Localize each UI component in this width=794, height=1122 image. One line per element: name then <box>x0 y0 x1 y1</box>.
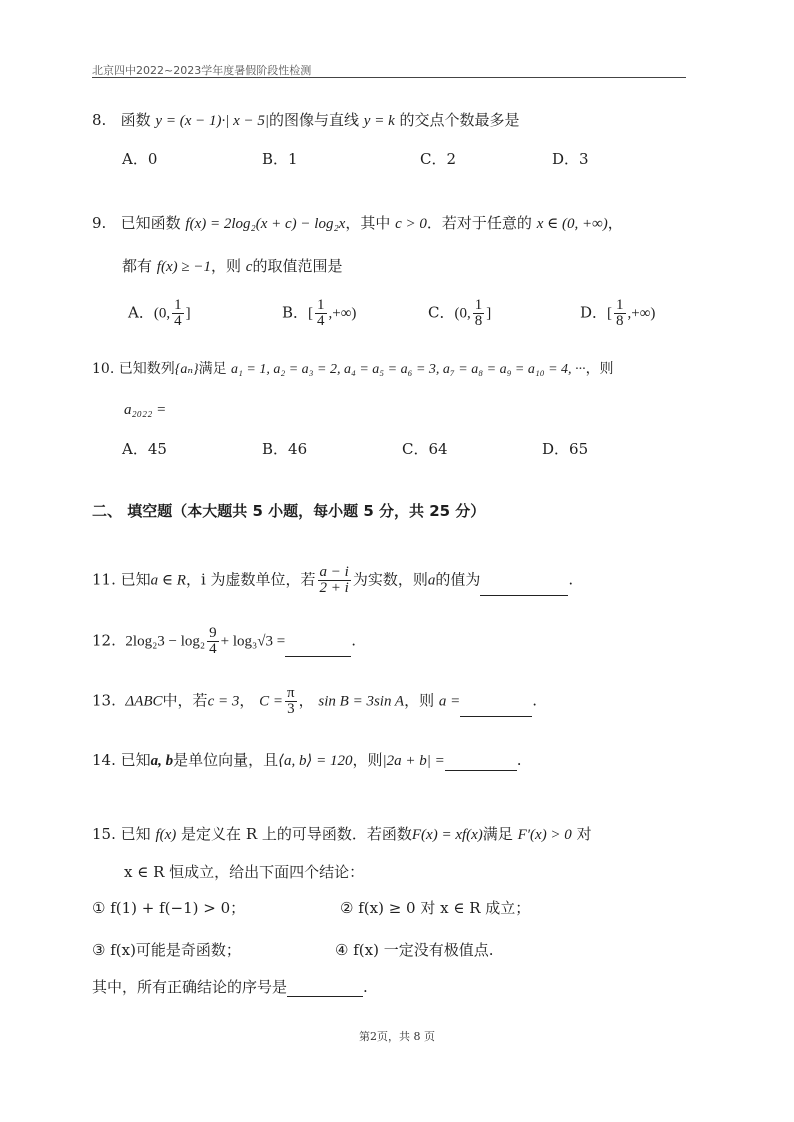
question-text: 满足 <box>482 825 513 843</box>
fraction <box>473 298 485 329</box>
inequality: f(x) ≥ −1 <box>156 259 211 275</box>
question-text: 是定义在 R 上的可导函数．若函数 <box>181 825 412 843</box>
option-text: (0, <box>153 305 171 322</box>
option-label: B． <box>282 303 309 322</box>
variable-c: c <box>245 259 253 275</box>
punctuation: . <box>363 978 368 996</box>
function-f: f(x) <box>155 827 177 843</box>
option-text: ,+∞) <box>328 305 357 322</box>
option-d <box>580 298 655 329</box>
conclusion-3: ③ f(x)可能是奇函数； <box>92 941 241 959</box>
conclusion-1: ① f(1) + f(−1) > 0； <box>92 899 246 917</box>
question-15-final <box>92 977 368 997</box>
option-b: B．46 <box>262 440 308 458</box>
condition: c = 3 <box>207 693 240 710</box>
question-text: 满足 <box>198 361 227 377</box>
option-c: C．2 <box>420 150 457 168</box>
punctuation: . <box>532 691 538 710</box>
option-a: A．45 <box>122 440 167 458</box>
option-b: B．1 <box>262 150 298 168</box>
question-number: 13. <box>92 691 116 710</box>
answer-blank[interactable] <box>287 980 363 997</box>
question-number: 8. <box>92 111 107 129</box>
option-text: ,+∞) <box>627 305 656 322</box>
question-12 <box>92 626 356 657</box>
denominator: 8 <box>616 313 624 329</box>
question-9-line-2 <box>122 256 342 277</box>
angle-expression: ⟨a, b⟩ = 120 <box>278 753 353 769</box>
condition: a ∈ R <box>150 572 186 589</box>
question-number: 15. <box>92 825 116 843</box>
punctuation: . <box>351 631 357 650</box>
question-text: 已知 <box>120 751 151 769</box>
answer-blank[interactable] <box>445 754 517 771</box>
question-text: 的图像与直线 <box>269 111 360 129</box>
question-text: ，i 为虚数单位，若 <box>185 570 316 589</box>
question-text: 中，若 <box>162 691 208 710</box>
answer-blank[interactable] <box>285 640 351 657</box>
fraction <box>172 298 184 329</box>
question-number: 9. <box>92 214 107 232</box>
punctuation: ， <box>298 691 314 710</box>
option-a <box>128 298 191 329</box>
option-label: D． <box>580 303 608 322</box>
conclusion-4: ④ f(x) 一定没有极值点. <box>335 941 494 959</box>
question-text: 都有 <box>122 257 153 275</box>
fraction <box>318 565 351 596</box>
line-expression: y = k <box>363 113 395 129</box>
numerator: 1 <box>174 297 182 313</box>
section-title: 二、 填空题（本大题共 5 小题，每小题 5 分，共 25 分） <box>92 502 486 520</box>
punctuation: ， <box>607 214 623 232</box>
triangle: ΔABC <box>125 693 163 710</box>
question-text: ，则 <box>352 751 383 769</box>
question-text: 其中，所有正确结论的序号是 <box>92 978 288 996</box>
denominator: 4 <box>174 313 182 329</box>
denominator: 4 <box>209 641 217 657</box>
question-text: 是单位向量，且 <box>173 751 279 769</box>
punctuation: ， <box>239 691 255 710</box>
option-text: ] <box>486 305 492 322</box>
question-text: 已知函数 <box>120 214 181 232</box>
sequence: {aₙ} <box>174 362 199 377</box>
question-9 <box>92 213 623 234</box>
answer-blank[interactable] <box>480 579 568 596</box>
condition: c > 0 <box>395 216 427 232</box>
numerator: 9 <box>209 625 217 641</box>
question-number: 14. <box>92 751 116 769</box>
question-text: ．若对于任意的 <box>426 214 532 232</box>
conclusion-2: ② f(x) ≥ 0 对 x ∈ R 成立； <box>340 899 531 917</box>
fraction <box>207 626 219 657</box>
option-c <box>428 298 491 329</box>
question-text: 的取值范围是 <box>252 257 343 275</box>
numerator: π <box>287 685 295 701</box>
question-number: 12. <box>92 631 116 650</box>
denominator: 3 <box>285 701 297 717</box>
question-15-line-2: x ∈ R 恒成立，给出下面四个结论： <box>124 863 365 881</box>
question-text: ，则 <box>404 691 435 710</box>
expression: + log₃√3 = <box>220 633 286 650</box>
denominator: 2 + i <box>319 580 349 596</box>
fraction <box>614 298 626 329</box>
question-14 <box>92 750 522 771</box>
punctuation: . <box>568 570 574 589</box>
option-label: C． <box>428 303 455 322</box>
punctuation: . <box>516 751 522 769</box>
option-d: D．3 <box>552 150 589 168</box>
derivative-condition: F′(x) > 0 <box>517 827 572 843</box>
page-header: 北京四中2022~2023学年度暑假阶段性检测 <box>92 62 686 78</box>
option-a: A．0 <box>122 150 158 168</box>
sequence-condition: a₁ = 1, a₂ = a₃ = 2, a₄ = a₅ = a₆ = 3, a₇ = a₈ = a₉ = a₁₀ = 4, ··· <box>231 362 586 377</box>
question-text: 已知数列 <box>118 361 175 377</box>
question-text: 为实数，则 <box>352 570 428 589</box>
option-text: [ <box>607 305 613 322</box>
expression: 2log₂3 − log₂ <box>125 633 206 650</box>
numerator: 1 <box>317 297 325 313</box>
denominator: 8 <box>474 313 483 329</box>
question-13 <box>92 686 537 717</box>
variable-a: a = <box>438 693 461 710</box>
option-b <box>282 298 356 329</box>
question-text: ，其中 <box>345 214 391 232</box>
sine-relation: sin B = 3sin A <box>318 693 405 710</box>
option-text: [ <box>308 305 314 322</box>
answer-blank[interactable] <box>460 700 532 717</box>
norm-expression: |2a + b| = <box>382 753 445 769</box>
question-15 <box>92 824 592 845</box>
function-F: F(x) = xf(x) <box>411 827 483 843</box>
question-text: 已知 <box>120 570 151 589</box>
option-text: (0, <box>454 305 471 322</box>
angle-c: C = <box>259 693 284 710</box>
fraction <box>315 298 327 329</box>
option-d: D．65 <box>542 440 589 458</box>
question-text: 的交点个数最多是 <box>399 111 520 129</box>
numerator: 1 <box>474 297 483 313</box>
vectors: a, b <box>150 753 174 769</box>
question-text: 已知 <box>120 825 151 843</box>
variable-a: a <box>427 572 436 589</box>
question-text: 函数 <box>120 111 151 129</box>
function-expression: f(x) = 2log₂(x + c) − log₂x <box>185 216 346 232</box>
question-number: 11. <box>92 570 116 589</box>
question-11 <box>92 565 573 596</box>
numerator: a − i <box>319 564 349 580</box>
denominator: 4 <box>317 313 325 329</box>
fraction <box>285 686 297 717</box>
question-10-line-2: a₂₀₂₂ = <box>124 402 167 418</box>
question-text: ，则 <box>210 257 241 275</box>
option-label: A． <box>128 303 154 322</box>
option-text: ] <box>185 305 191 322</box>
domain: x ∈ (0, +∞) <box>536 216 608 232</box>
question-text: 对 <box>576 825 592 843</box>
function-expression: y = (x − 1)·| x − 5| <box>155 113 269 129</box>
question-8 <box>92 110 520 131</box>
question-number: 10. <box>92 361 115 377</box>
question-text: ，则 <box>585 361 614 377</box>
question-text: 的值为 <box>435 570 481 589</box>
question-10 <box>92 359 614 380</box>
page-footer: 第2页，共 8 页 <box>359 1030 435 1043</box>
numerator: 1 <box>616 297 624 313</box>
option-c: C．64 <box>402 440 448 458</box>
